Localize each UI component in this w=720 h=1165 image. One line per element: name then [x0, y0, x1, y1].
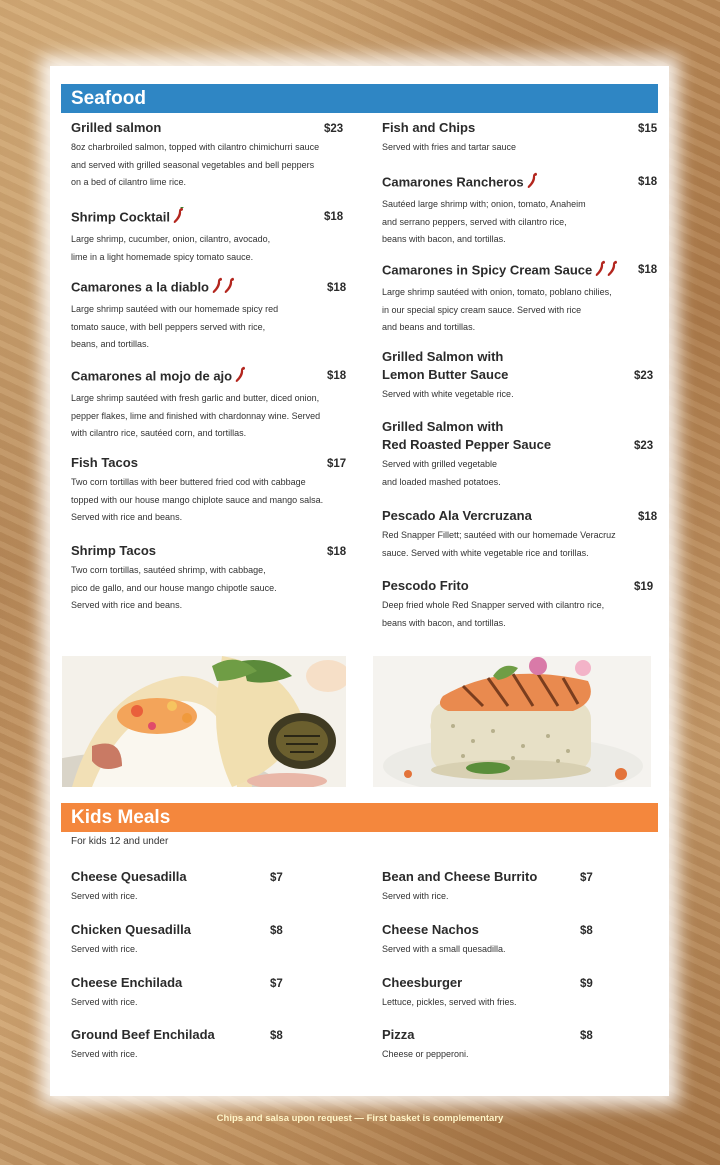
item-price: $18: [327, 546, 347, 558]
item-price: $23: [634, 440, 654, 452]
menu-item-pescado-vercruzana: Pescado Ala Vercruzana Red Snapper Fillett; sautéed with our homemade Veracruz sauce. Served with white vegetable rice and torillas.: [382, 508, 616, 558]
kids-item-cheesburger: Cheesburger Lettuce, pickles, served with fries.: [382, 975, 517, 1007]
menu-item-camarones-mojo: Camarones al mojo de ajo Large shrimp sautéed with fresh garlic and butter, diced onion, pepper flakes, lime and finished with chardonnay wine. Served with cilantro rice, sautéed corn, and tortillas.: [71, 366, 320, 443]
item-price: $18: [327, 282, 347, 294]
kids-item-cheese-nachos: Cheese Nachos Served with a small quesadilla.: [382, 922, 506, 954]
chili-pepper-icon: [527, 172, 538, 194]
menu-item-grilled-salmon: Grilled salmon 8oz charbroiled salmon, topped with cilantro chimichurri sauce and served with grilled seasonal vegetables and bell peppers on a bed of cilantro lime rice.: [71, 120, 320, 188]
menu-item-camarones-rancheros: Camarones Rancheros Sautéed large shrimp with; onion, tomato, Anaheim and serrano peppers, served with cilantro rice, beans with bacon, and tortillas.: [382, 172, 586, 249]
item-price: $19: [634, 581, 654, 593]
menu-item-camarones-spicy-cream: Camarones in Spicy Cream Sauce Large shrimp sautéed with onion, tomato, poblano chilies, in our special spicy cream sauce. Served with rice and beans and tortillas.: [382, 260, 619, 337]
item-price: $15: [638, 123, 658, 135]
seafood-header: Seafood: [61, 84, 658, 113]
item-price: $18: [324, 211, 344, 223]
item-price: $7: [580, 872, 593, 884]
menu-item-fish-and-chips: Fish and Chips Served with fries and tartar sauce: [382, 120, 517, 152]
item-price: $7: [270, 978, 283, 990]
item-price: $23: [634, 370, 654, 382]
item-price: $18: [638, 511, 658, 523]
menu-item-shrimp-cocktail: Shrimp Cocktail Large shrimp, cucumber, onion, cilantro, avocado, lime in a light homemade spicy tomato sauce.: [71, 207, 270, 266]
item-price: $8: [580, 925, 593, 937]
kids-meals-header: Kids Meals: [61, 803, 658, 832]
item-price: $23: [324, 123, 344, 135]
item-price: $17: [327, 458, 347, 470]
item-price: $8: [270, 925, 283, 937]
chili-pepper-icon: [235, 366, 246, 388]
menu-item-shrimp-tacos: Shrimp Tacos Two corn tortillas, sautéed shrimp, with cabbage, pico de gallo, and our house mango chipotle sauce. Served with rice and beans.: [71, 543, 277, 611]
chili-pepper-icon: [173, 207, 184, 229]
item-price: $9: [580, 978, 593, 990]
item-price: $18: [327, 370, 347, 382]
menu-item-camarones-diablo: Camarones a la diablo Large shrimp sautéed with our homemade spicy red tomato sauce, with bell peppers served with rice, beans, and tortillas.: [71, 277, 278, 354]
grilled-salmon-photo: [373, 656, 651, 787]
kids-item-bean-cheese-burrito: Bean and Cheese Burrito Served with rice.: [382, 869, 538, 901]
fish-tacos-photo: [62, 656, 346, 787]
item-price: $18: [638, 176, 658, 188]
menu-item-salmon-lemon-butter: Grilled Salmon with Lemon Butter Sauce Served with white vegetable rice.: [382, 349, 514, 399]
footer-note: Chips and salsa upon request — First basket is complementary: [216, 1113, 504, 1124]
kids-age-note: For kids 12 and under: [71, 836, 169, 847]
kids-item-chicken-quesadilla: Chicken Quesadilla Served with rice.: [71, 922, 191, 954]
kids-item-beef-enchilada: Ground Beef Enchilada Served with rice.: [71, 1027, 215, 1059]
kids-item-cheese-enchilada: Cheese Enchilada Served with rice.: [71, 975, 183, 1007]
kids-item-cheese-quesadilla: Cheese Quesadilla Served with rice.: [71, 869, 187, 901]
chili-pepper-icon: [595, 260, 619, 282]
item-price: $7: [270, 872, 283, 884]
menu-item-pescodo-frito: Pescodo Frito Deep fried whole Red Snapper served with cilantro rice, beans with bacon, and tortillas.: [382, 578, 605, 628]
chili-pepper-icon: [212, 277, 236, 299]
menu-item-fish-tacos: Fish Tacos Two corn tortillas with beer buttered fried cod with cabbage topped with our house mango chiplote sauce and mango salsa. Served with rice and beans.: [71, 455, 324, 523]
menu-item-salmon-red-pepper: Grilled Salmon with Red Roasted Pepper Sauce Served with grilled vegetable and loaded mashed potatoes.: [382, 419, 552, 487]
kids-item-pizza: Pizza Cheese or pepperoni.: [382, 1027, 469, 1059]
item-price: $18: [638, 264, 658, 276]
item-price: $8: [270, 1030, 283, 1042]
item-price: $8: [580, 1030, 593, 1042]
